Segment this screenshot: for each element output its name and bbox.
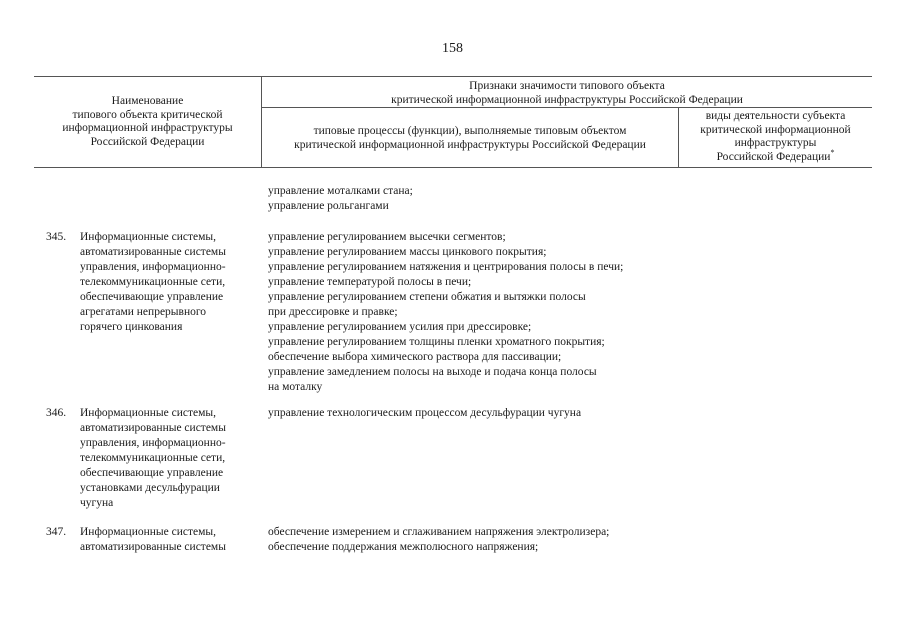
header-signs-column: Признаки значимости типового объекта критической информационной инфраструктуры Российской Федерации (391, 80, 743, 106)
row-number: 345. (46, 231, 67, 243)
header-activities-column (679, 110, 872, 164)
row-object-name: Информационные системы, автоматизированные системы (80, 526, 226, 553)
page-number: 158 (442, 41, 463, 56)
row-object-name: Информационные системы, автоматизированные системы управления, информационно- телекоммуникационные сети, обеспечивающие управление агрегатами непрерывного горячего цинкования (80, 231, 226, 333)
header-bottom-rule (34, 167, 872, 168)
header-subdivider-rule (261, 107, 872, 108)
header-activities-text: виды деятельности субъекта критической информационной инфраструктуры Российской Федерации (700, 110, 851, 163)
continuation-text: управление моталками стана; управление рольгангами (268, 185, 413, 212)
row-number: 347. (46, 526, 67, 538)
header-top-rule (34, 76, 872, 77)
row-processes: обеспечение измерением и сглаживанием напряжения электролизера; обеспечение поддержания межполюсного напряжения; (268, 526, 610, 553)
row-object-name: Информационные системы, автоматизированные системы управления, информационно- телекоммуникационные сети, обеспечивающие управление установками десульфурации чугуна (80, 407, 226, 509)
footnote-mark: * (830, 147, 835, 157)
row-processes: управление регулированием высечки сегментов; управление регулированием массы цинкового покрытия; управление регулированием натяжения и центрирования полосы в печи; управление температурой полосы в печи; управление регулированием степени обжатия и вытяжки полосы при дрессировке и правке; управление регулированием усилия при дрессировке; управление регулированием толщины пленки хроматного покрытия; обеспечение выбора химического раствора для пассивации; управление замедлением полосы на выходе и подача конца полосы на моталку (268, 231, 624, 393)
header-processes-column: типовые процессы (функции), выполняемые типовым объектом критической информационной инфраструктуры Российской Федерации (294, 125, 646, 151)
header-name-column: Наименование типового объекта критической информационной инфраструктуры Российской Федерации (62, 95, 233, 148)
row-processes: управление технологическим процессом десульфурации чугуна (268, 407, 582, 419)
row-number: 346. (46, 407, 67, 419)
